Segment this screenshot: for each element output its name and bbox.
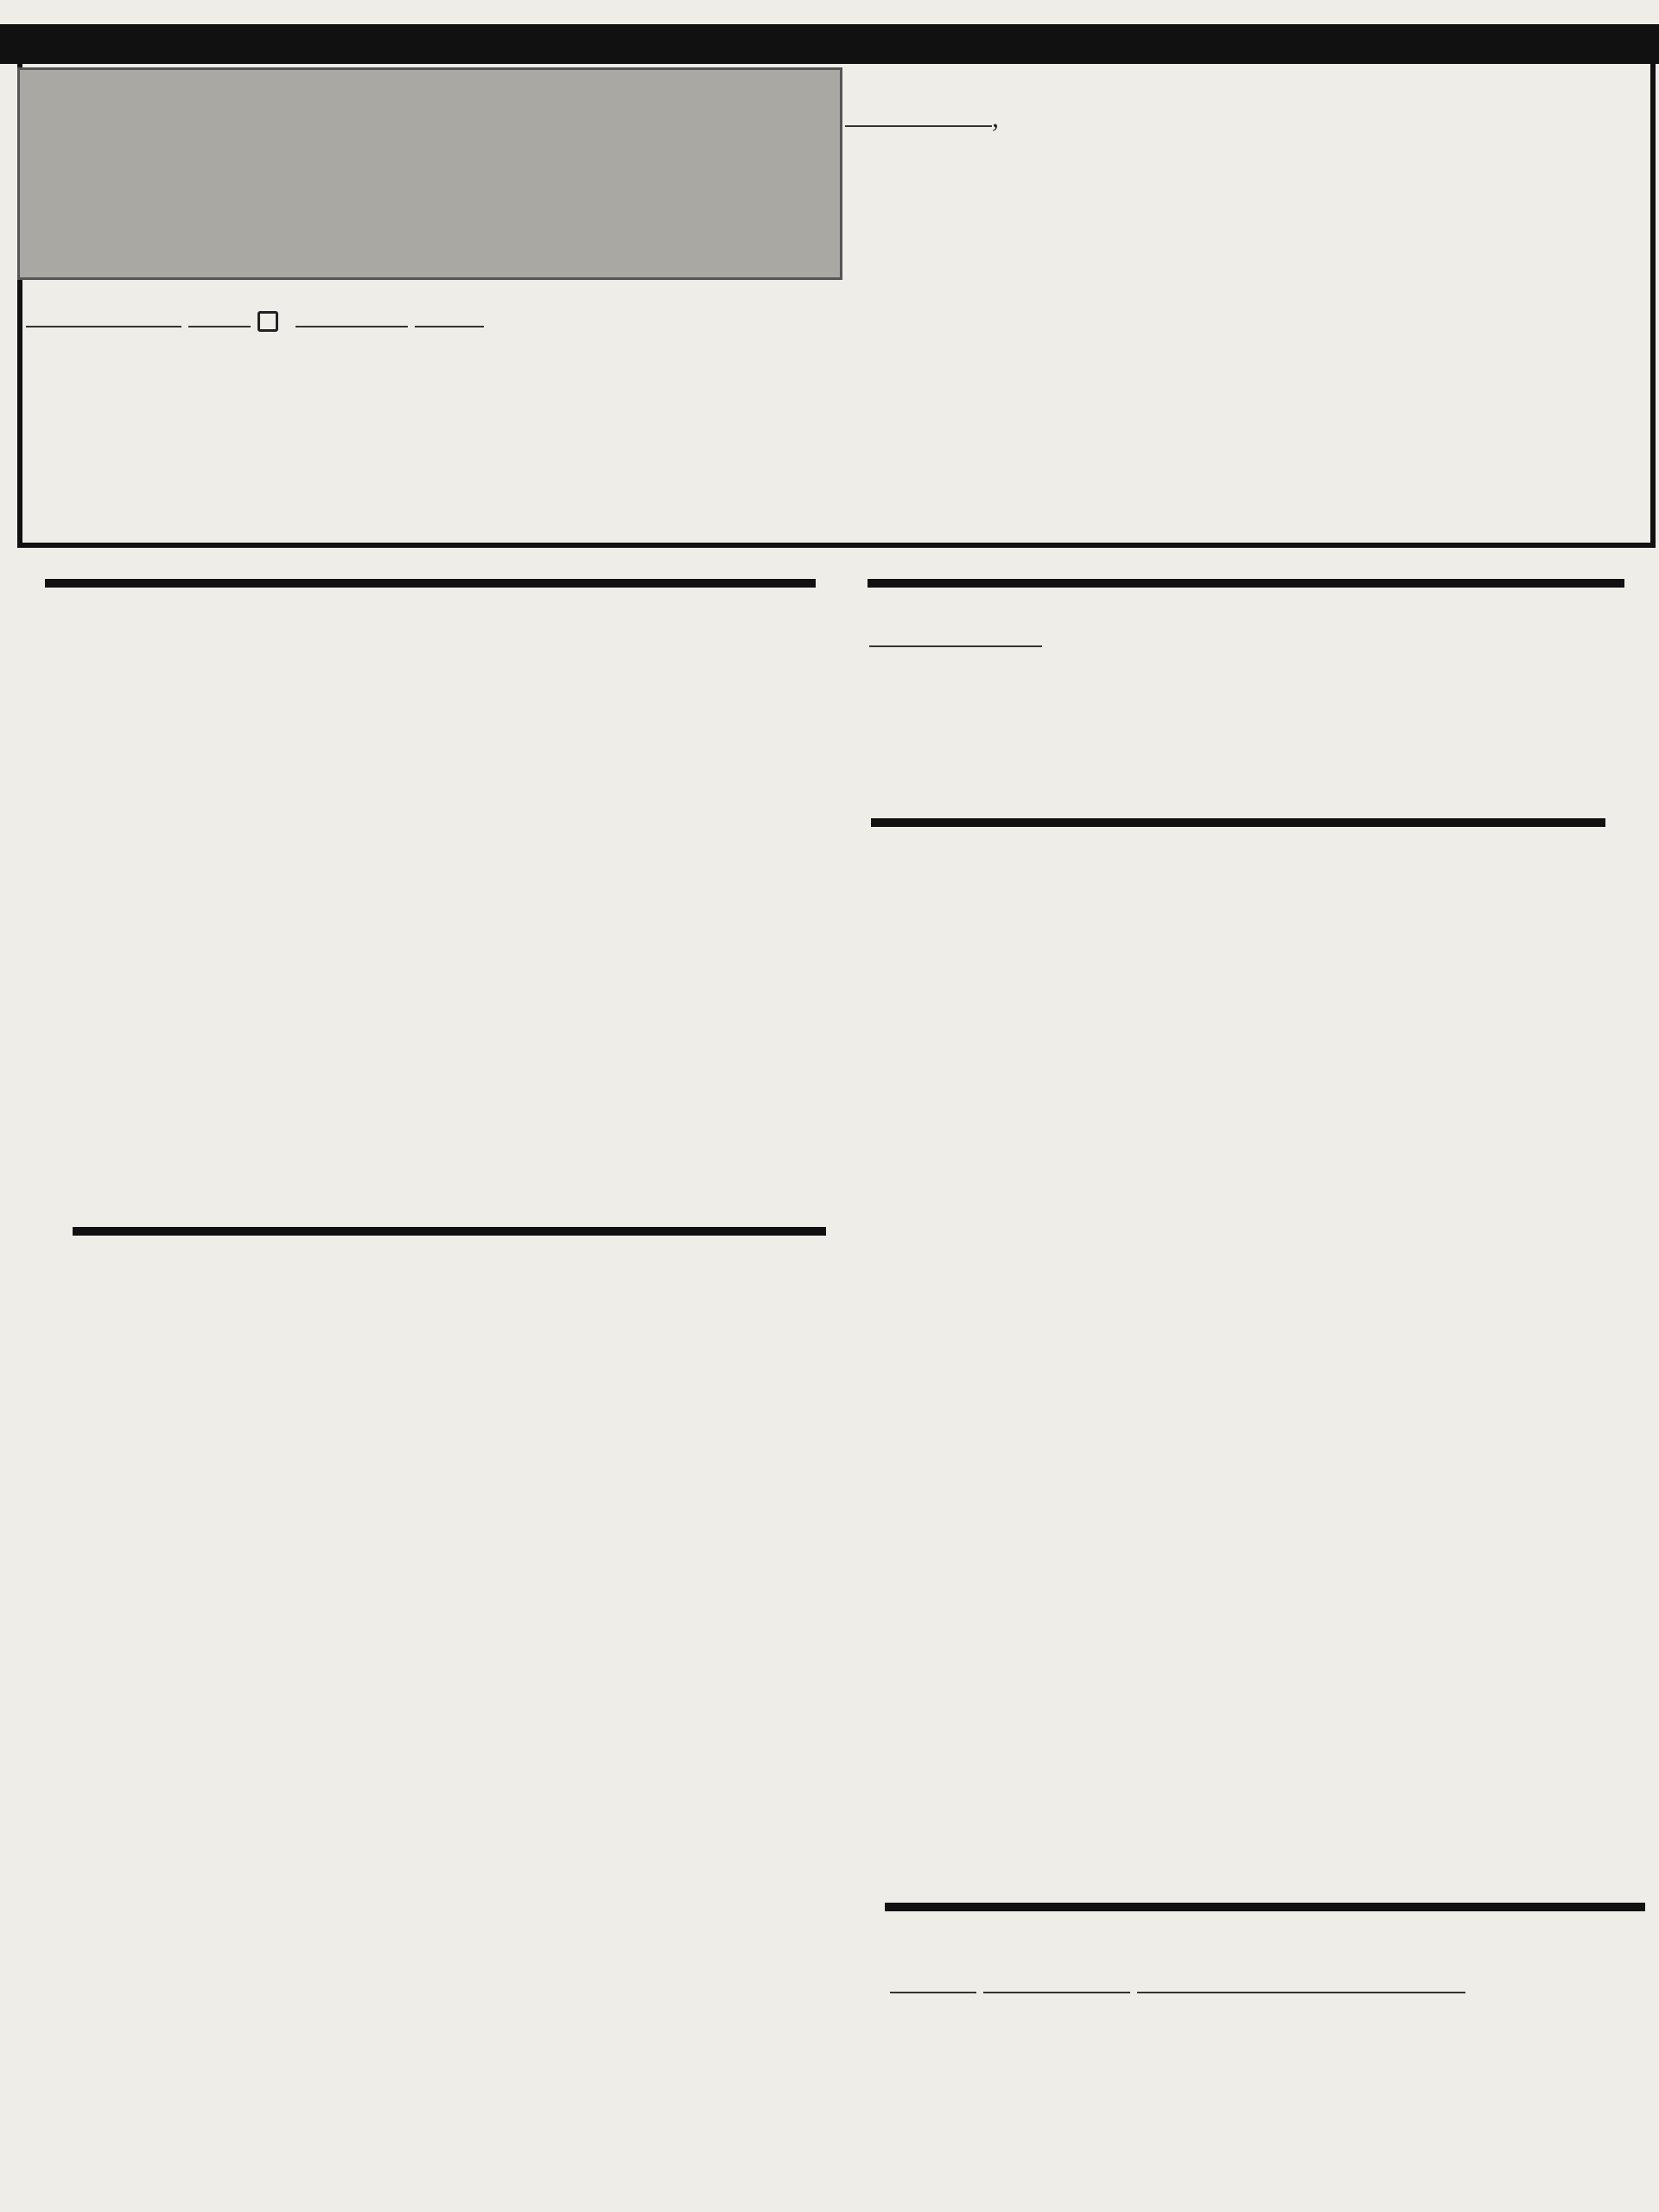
mileage-includes-field: [296, 326, 408, 327]
purchase-price-field: [845, 125, 992, 127]
section7-header: [45, 579, 816, 588]
excessive-wear-text: [50, 302, 810, 334]
early-termination-text: [28, 86, 831, 118]
fees-taxes-amount-field: [869, 645, 1042, 647]
section9-text: [869, 624, 1609, 653]
section6-header: [0, 24, 1659, 64]
trade-model-field: [1137, 1992, 1465, 1993]
rate-field: [188, 326, 251, 327]
trade-in-row: [890, 1968, 1650, 2000]
purchase-option-text: ,: [881, 102, 1611, 133]
section9-header: [868, 579, 1624, 588]
other-terms-text: [881, 226, 1611, 257]
purchase-rate-field: [415, 326, 484, 327]
trade-make-field: [983, 1992, 1130, 1993]
mileage-checkbox[interactable]: [257, 311, 278, 332]
section10-header: [871, 818, 1605, 827]
section8-header: [73, 1227, 826, 1236]
section11-header: [885, 1903, 1645, 1911]
trade-year-field: [890, 1992, 976, 1993]
miles-per-year-field: [26, 326, 181, 327]
